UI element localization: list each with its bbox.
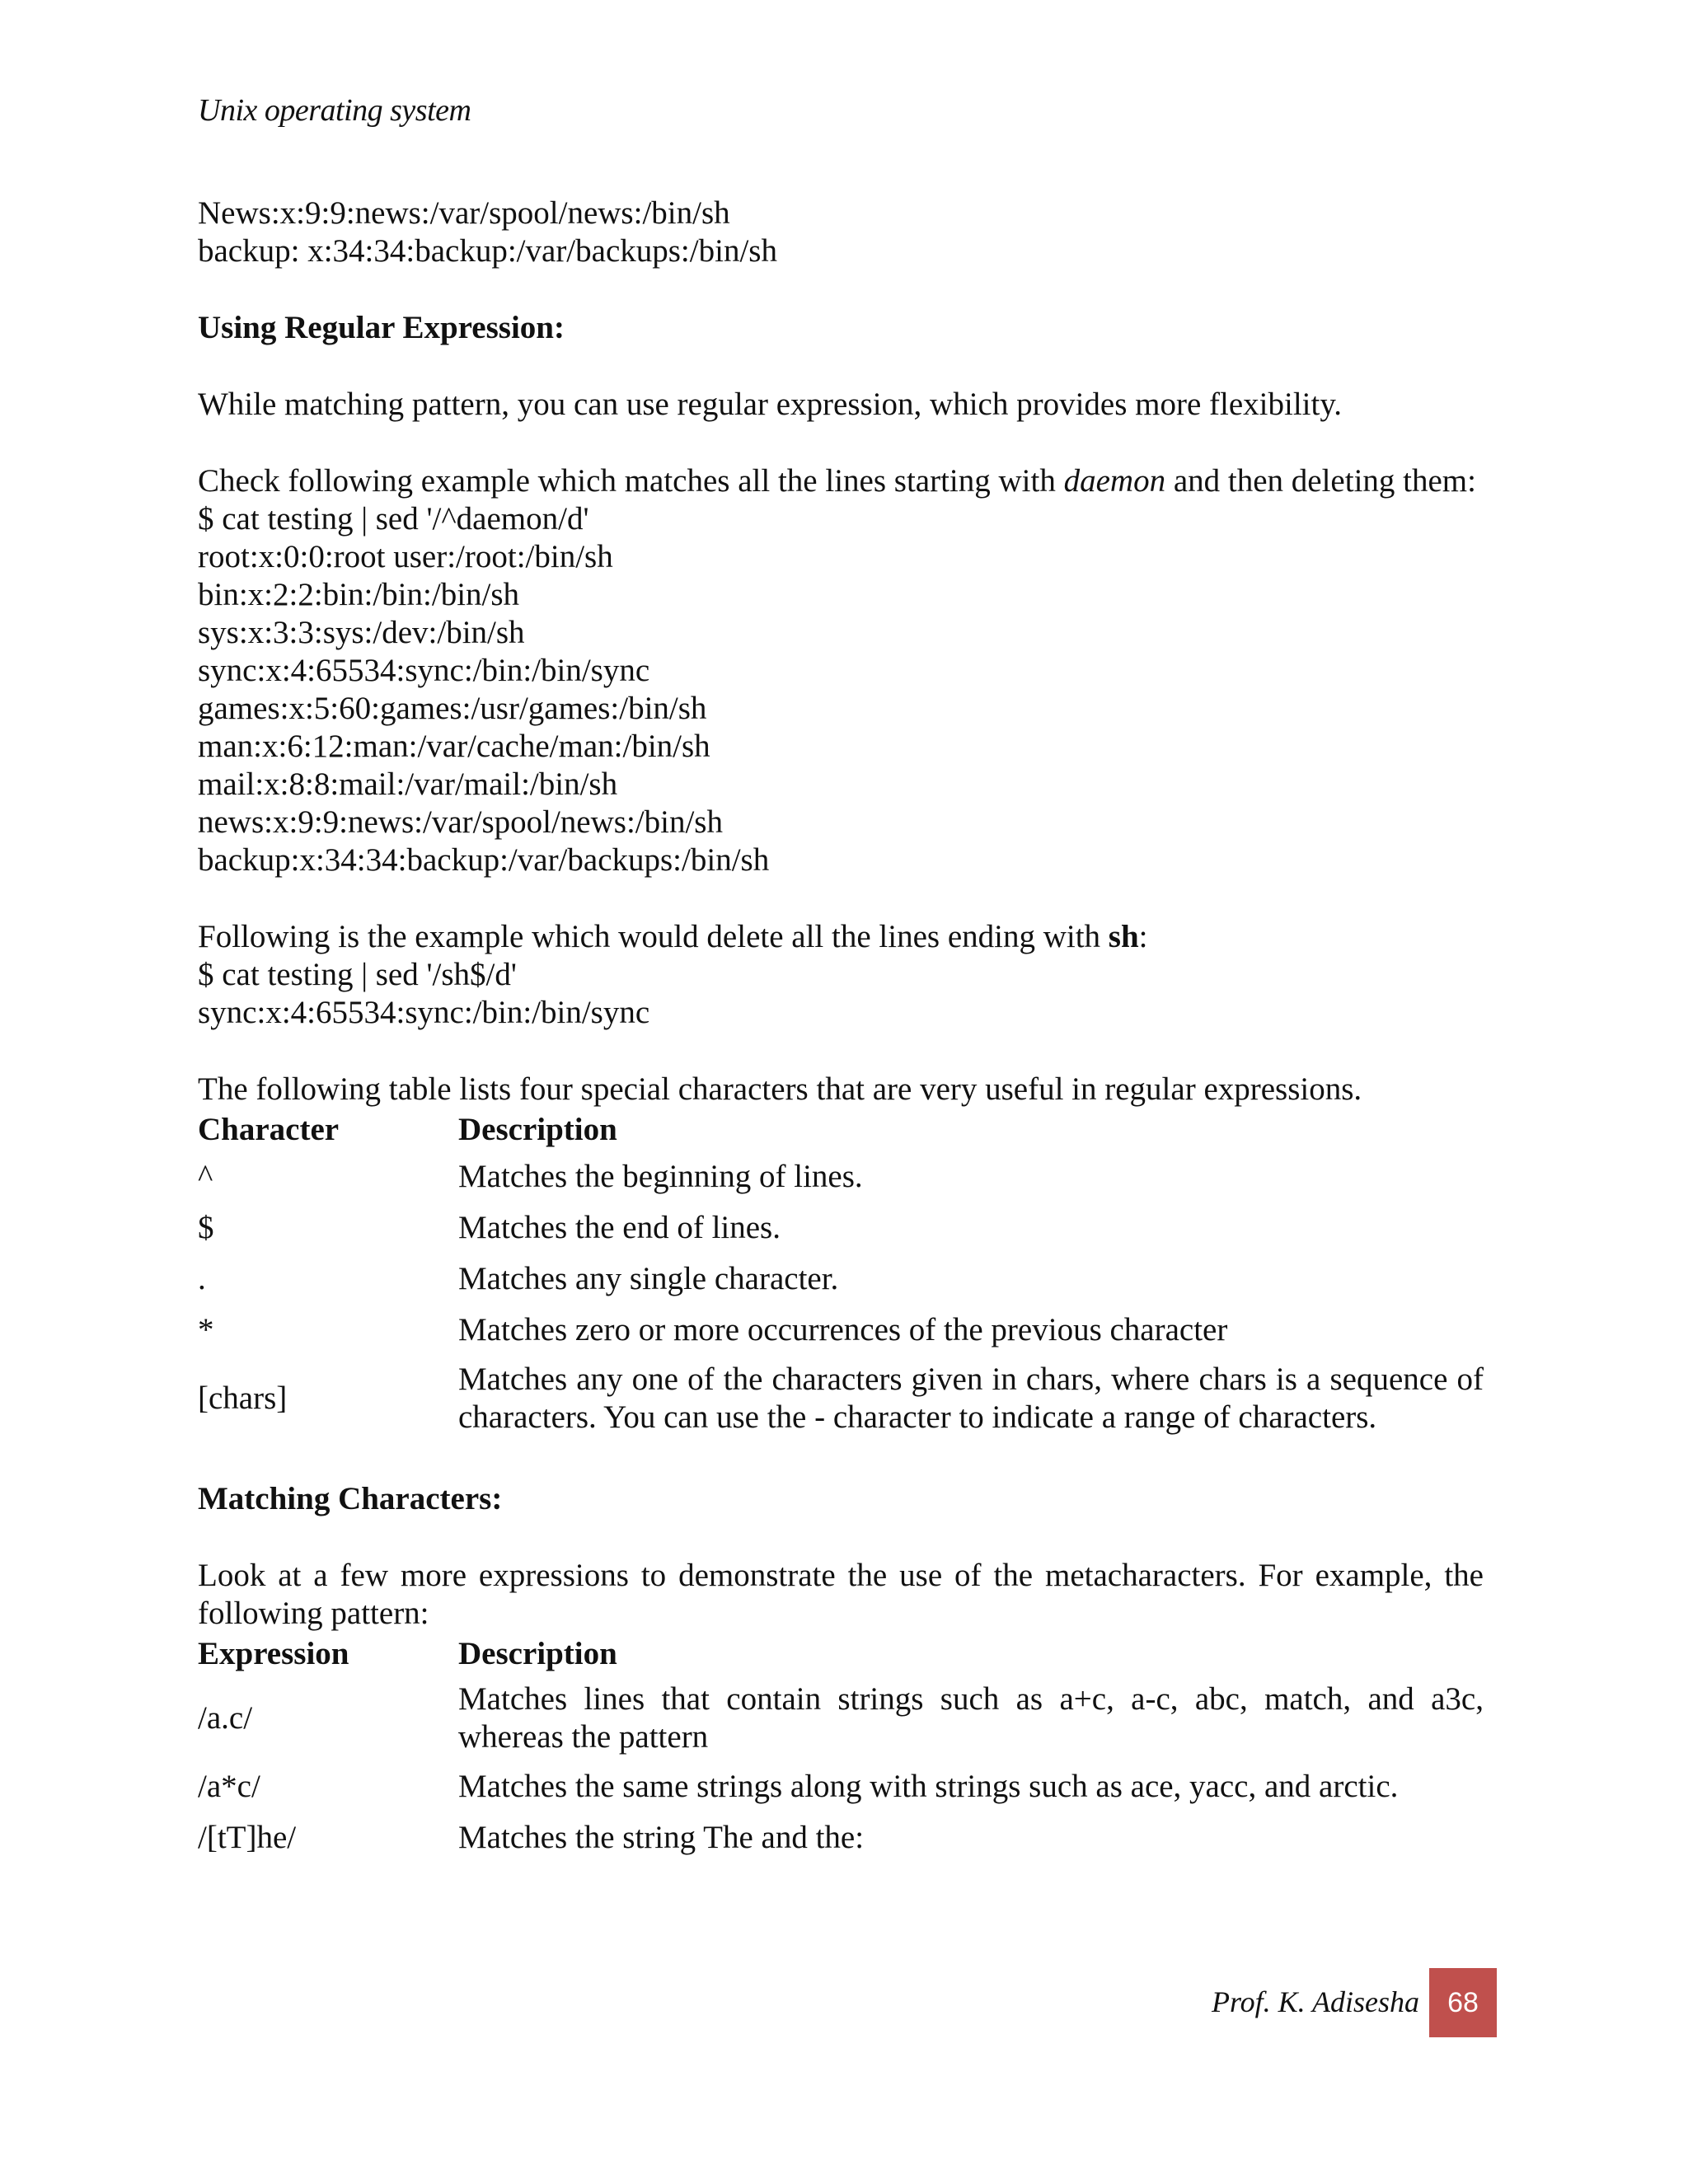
text-run: Check following example which matches all the lines starting with [198,463,1064,499]
table-header-row [198,1633,1484,1675]
text-run: : [1138,919,1148,954]
page-content [198,194,1484,1863]
code-line: root:x:0:0:root user:/root:/bin/sh [198,539,613,574]
special-characters-table [198,1108,1484,1441]
table-row [198,1254,1484,1305]
code-line: mail:x:8:8:mail:/var/mail:/bin/sh [198,766,618,802]
table-row [198,1812,1484,1863]
table-cell: [chars] [198,1380,288,1416]
text-run: and then deleting them: [1165,463,1476,499]
table-row [198,1675,1484,1761]
table-row [198,1356,1484,1441]
table-cell: Matches the string The and the: [458,1820,865,1855]
paragraph-daemon-example [198,462,1484,500]
footer-author: Prof. K. Adisesha [1211,1985,1419,2018]
section-heading-matching: Matching Characters: [198,1481,503,1516]
code-line: news:x:9:9:news:/var/spool/news:/bin/sh [198,804,723,840]
section-heading-regex: Using Regular Expression: [198,310,565,345]
table-cell: Matches zero or more occurrences of the previous character [458,1312,1228,1347]
text-run-italic: daemon [1063,463,1166,499]
table-cell: /a*c/ [198,1769,260,1804]
paragraph-regex-intro: While matching pattern, you can use regular expression, which provides more flexibility. [198,387,1343,422]
code-example-sh [198,956,1484,1032]
page-number-badge: 68 [1429,1968,1497,2037]
table-header-cell: Character [198,1112,340,1147]
code-line: $ cat testing | sed '/sh$/d' [198,957,517,992]
paragraph-metacharacters: Look at a few more expressions to demonstrate the use of the metacharacters. For example, the following pattern: [198,1558,1484,1631]
code-line: $ cat testing | sed '/^daemon/d' [198,501,589,537]
page-footer [1071,1968,1497,2037]
intro-line: News:x:9:9:news:/var/spool/news:/bin/sh [198,195,730,231]
intro-line: backup: x:34:34:backup:/var/backups:/bin/sh [198,233,777,269]
table-header-cell: Expression [198,1636,349,1671]
paragraph-table-intro: The following table lists four special characters that are very useful in regular expressions. [198,1071,1362,1107]
paragraph-sh-example [198,918,1484,956]
table-cell: Matches any one of the characters given in chars, where chars is a sequence of characters. You can use the - character to indicate a range of characters. [458,1361,1484,1435]
table-row [198,1305,1484,1356]
table-cell: $ [198,1210,214,1245]
code-line: sync:x:4:65534:sync:/bin:/bin/sync [198,653,650,688]
expressions-table [198,1633,1484,1863]
table-row [198,1202,1484,1254]
table-cell: Matches the beginning of lines. [458,1159,863,1194]
table-header-cell: Description [458,1112,617,1147]
table-cell: Matches any single character. [458,1261,839,1296]
code-line: bin:x:2:2:bin:/bin:/bin/sh [198,577,520,612]
table-header-row [198,1108,1484,1151]
code-line: backup:x:34:34:backup:/var/backups:/bin/sh [198,842,770,878]
code-line: sync:x:4:65534:sync:/bin:/bin/sync [198,995,650,1030]
table-cell: . [198,1261,206,1296]
code-example-daemon [198,500,1484,879]
table-cell: /a.c/ [198,1700,253,1736]
table-cell: Matches the same strings along with strings such as ace, yacc, and arctic. [458,1769,1399,1804]
table-row [198,1761,1484,1812]
text-run: Following is the example which would delete all the lines ending with [198,919,1109,954]
table-cell: Matches lines that contain strings such as a+c, a-c, abc, match, and a3c, whereas the pattern [458,1681,1484,1755]
code-line: games:x:5:60:games:/usr/games:/bin/sh [198,691,707,726]
code-line: man:x:6:12:man:/var/cache/man:/bin/sh [198,729,710,764]
table-cell: * [198,1312,214,1347]
code-line: sys:x:3:3:sys:/dev:/bin/sh [198,615,525,650]
table-header-cell: Description [458,1636,617,1671]
table-cell: /[tT]he/ [198,1820,297,1855]
table-cell: Matches the end of lines. [458,1210,781,1245]
table-row [198,1151,1484,1202]
table-cell: ^ [198,1159,213,1194]
running-header: Unix operating system [198,93,471,128]
text-run-bold: sh [1108,919,1139,954]
